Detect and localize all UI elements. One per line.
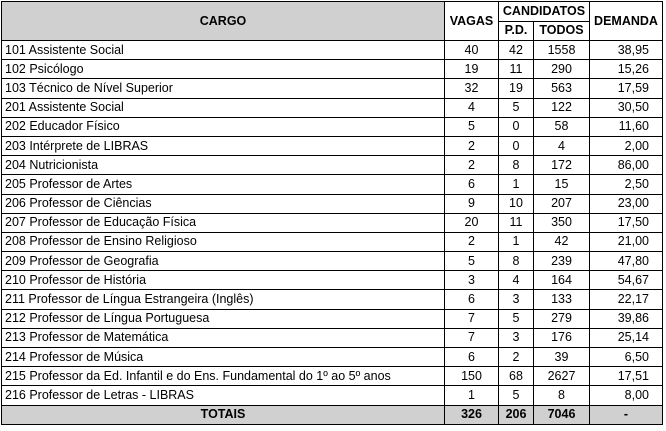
pd-cell: 11 — [499, 213, 534, 232]
todos-cell: 42 — [534, 232, 590, 251]
pd-cell: 19 — [499, 79, 534, 98]
todos-cell: 176 — [534, 328, 590, 347]
vagas-cell: 5 — [445, 117, 499, 136]
table-row — [2, 271, 663, 290]
pd-cell: 0 — [499, 117, 534, 136]
table-row — [2, 60, 663, 79]
cargo-cell: 103 Técnico de Nível Superior — [2, 79, 445, 98]
pd-cell: 1 — [499, 232, 534, 251]
vagas-cell: 19 — [445, 60, 499, 79]
pd-cell: 5 — [499, 386, 534, 405]
table-row — [2, 367, 663, 386]
pd-cell: 68 — [499, 367, 534, 386]
demanda-cell: 15,26 — [590, 60, 663, 79]
vagas-cell: 40 — [445, 41, 499, 60]
cargo-cell: 202 Educador Físico — [2, 117, 445, 136]
cargo-cell: 215 Professor da Ed. Infantil e do Ens. Fundamental do 1º ao 5º anos — [2, 367, 445, 386]
demanda-cell: 8,00 — [590, 386, 663, 405]
pd-cell: 2 — [499, 348, 534, 367]
cargo-cell: 201 Assistente Social — [2, 98, 445, 117]
cargo-cell: 203 Intérprete de LIBRAS — [2, 136, 445, 155]
todos-cell: 290 — [534, 60, 590, 79]
table-row — [2, 136, 663, 155]
vagas-cell: 3 — [445, 271, 499, 290]
vagas-cell: 5 — [445, 252, 499, 271]
pd-cell: 8 — [499, 156, 534, 175]
demanda-cell: 2,00 — [590, 136, 663, 155]
demanda-cell: 2,50 — [590, 175, 663, 194]
demanda-cell: 54,67 — [590, 271, 663, 290]
vagas-cell: 7 — [445, 328, 499, 347]
vagas-cell: 2 — [445, 156, 499, 175]
pd-cell: 42 — [499, 41, 534, 60]
todos-cell: 2627 — [534, 367, 590, 386]
demanda-cell: 30,50 — [590, 98, 663, 117]
pd-cell: 0 — [499, 136, 534, 155]
cargo-cell: 205 Professor de Artes — [2, 175, 445, 194]
pd-cell: 5 — [499, 98, 534, 117]
cargo-cell: 213 Professor de Matemática — [2, 328, 445, 347]
pd-cell: 5 — [499, 309, 534, 328]
todos-cell: 172 — [534, 156, 590, 175]
header-candidatos: CANDIDATOS — [499, 2, 590, 22]
pd-cell: 8 — [499, 252, 534, 271]
todos-cell: 122 — [534, 98, 590, 117]
table-row — [2, 348, 663, 367]
vagas-cell: 2 — [445, 232, 499, 251]
pd-cell: 3 — [499, 328, 534, 347]
vagas-cell: 32 — [445, 79, 499, 98]
vagas-cell: 7 — [445, 309, 499, 328]
demanda-cell: 17,50 — [590, 213, 663, 232]
totals-vagas: 326 — [445, 405, 499, 424]
vagas-cell: 2 — [445, 136, 499, 155]
table-row — [2, 175, 663, 194]
demanda-cell: 38,95 — [590, 41, 663, 60]
vagas-cell: 6 — [445, 348, 499, 367]
header-cargo: CARGO — [2, 2, 445, 41]
table-row — [2, 213, 663, 232]
pd-cell: 11 — [499, 60, 534, 79]
cargo-cell: 212 Professor de Língua Portuguesa — [2, 309, 445, 328]
cargo-cell: 210 Professor de História — [2, 271, 445, 290]
todos-cell: 207 — [534, 194, 590, 213]
totals-todos: 7046 — [534, 405, 590, 424]
demanda-cell: 17,59 — [590, 79, 663, 98]
pd-cell: 4 — [499, 271, 534, 290]
cargo-cell: 207 Professor de Educação Física — [2, 213, 445, 232]
demanda-cell: 6,50 — [590, 348, 663, 367]
table-row — [2, 386, 663, 405]
table-row — [2, 156, 663, 175]
cargo-cell: 211 Professor de Língua Estrangeira (Inglês) — [2, 290, 445, 309]
todos-cell: 39 — [534, 348, 590, 367]
demanda-cell: 23,00 — [590, 194, 663, 213]
table-row — [2, 194, 663, 213]
cargo-cell: 214 Professor de Música — [2, 348, 445, 367]
cargo-cell: 204 Nutricionista — [2, 156, 445, 175]
demanda-cell: 17,51 — [590, 367, 663, 386]
todos-cell: 279 — [534, 309, 590, 328]
todos-cell: 1558 — [534, 41, 590, 60]
vagas-cell: 6 — [445, 175, 499, 194]
cargo-cell: 209 Professor de Geografia — [2, 252, 445, 271]
vagas-cell: 4 — [445, 98, 499, 117]
vagas-cell: 9 — [445, 194, 499, 213]
totals-label: TOTAIS — [2, 405, 445, 424]
table-row — [2, 252, 663, 271]
header-todos: TODOS — [534, 21, 590, 41]
vagas-cell: 1 — [445, 386, 499, 405]
todos-cell: 58 — [534, 117, 590, 136]
todos-cell: 164 — [534, 271, 590, 290]
demanda-cell: 22,17 — [590, 290, 663, 309]
header-vagas: VAGAS — [445, 2, 499, 41]
totals-row — [2, 405, 663, 424]
demanda-cell: 11,60 — [590, 117, 663, 136]
pd-cell: 10 — [499, 194, 534, 213]
cargo-cell: 216 Professor de Letras - LIBRAS — [2, 386, 445, 405]
vagas-cell: 150 — [445, 367, 499, 386]
demanda-cell: 21,00 — [590, 232, 663, 251]
demanda-cell: 47,80 — [590, 252, 663, 271]
pd-cell: 3 — [499, 290, 534, 309]
todos-cell: 4 — [534, 136, 590, 155]
totals-demanda: - — [590, 405, 663, 424]
pd-cell: 1 — [499, 175, 534, 194]
table-row — [2, 117, 663, 136]
todos-cell: 563 — [534, 79, 590, 98]
table-row — [2, 232, 663, 251]
demanda-cell: 25,14 — [590, 328, 663, 347]
table-row — [2, 41, 663, 60]
demanda-cell: 39,86 — [590, 309, 663, 328]
todos-cell: 15 — [534, 175, 590, 194]
vagas-cell: 20 — [445, 213, 499, 232]
vagas-cell: 6 — [445, 290, 499, 309]
table-row — [2, 328, 663, 347]
candidates-table — [1, 1, 663, 425]
cargo-cell: 206 Professor de Ciências — [2, 194, 445, 213]
todos-cell: 350 — [534, 213, 590, 232]
header-demanda: DEMANDA — [590, 2, 663, 41]
table-row — [2, 290, 663, 309]
header-pd: P.D. — [499, 21, 534, 41]
table-body — [2, 41, 663, 406]
cargo-cell: 208 Professor de Ensino Religioso — [2, 232, 445, 251]
todos-cell: 8 — [534, 386, 590, 405]
todos-cell: 133 — [534, 290, 590, 309]
table-row — [2, 98, 663, 117]
table-row — [2, 79, 663, 98]
todos-cell: 239 — [534, 252, 590, 271]
table-row — [2, 309, 663, 328]
totals-pd: 206 — [499, 405, 534, 424]
cargo-cell: 101 Assistente Social — [2, 41, 445, 60]
demanda-cell: 86,00 — [590, 156, 663, 175]
cargo-cell: 102 Psicólogo — [2, 60, 445, 79]
table-header — [2, 2, 663, 41]
